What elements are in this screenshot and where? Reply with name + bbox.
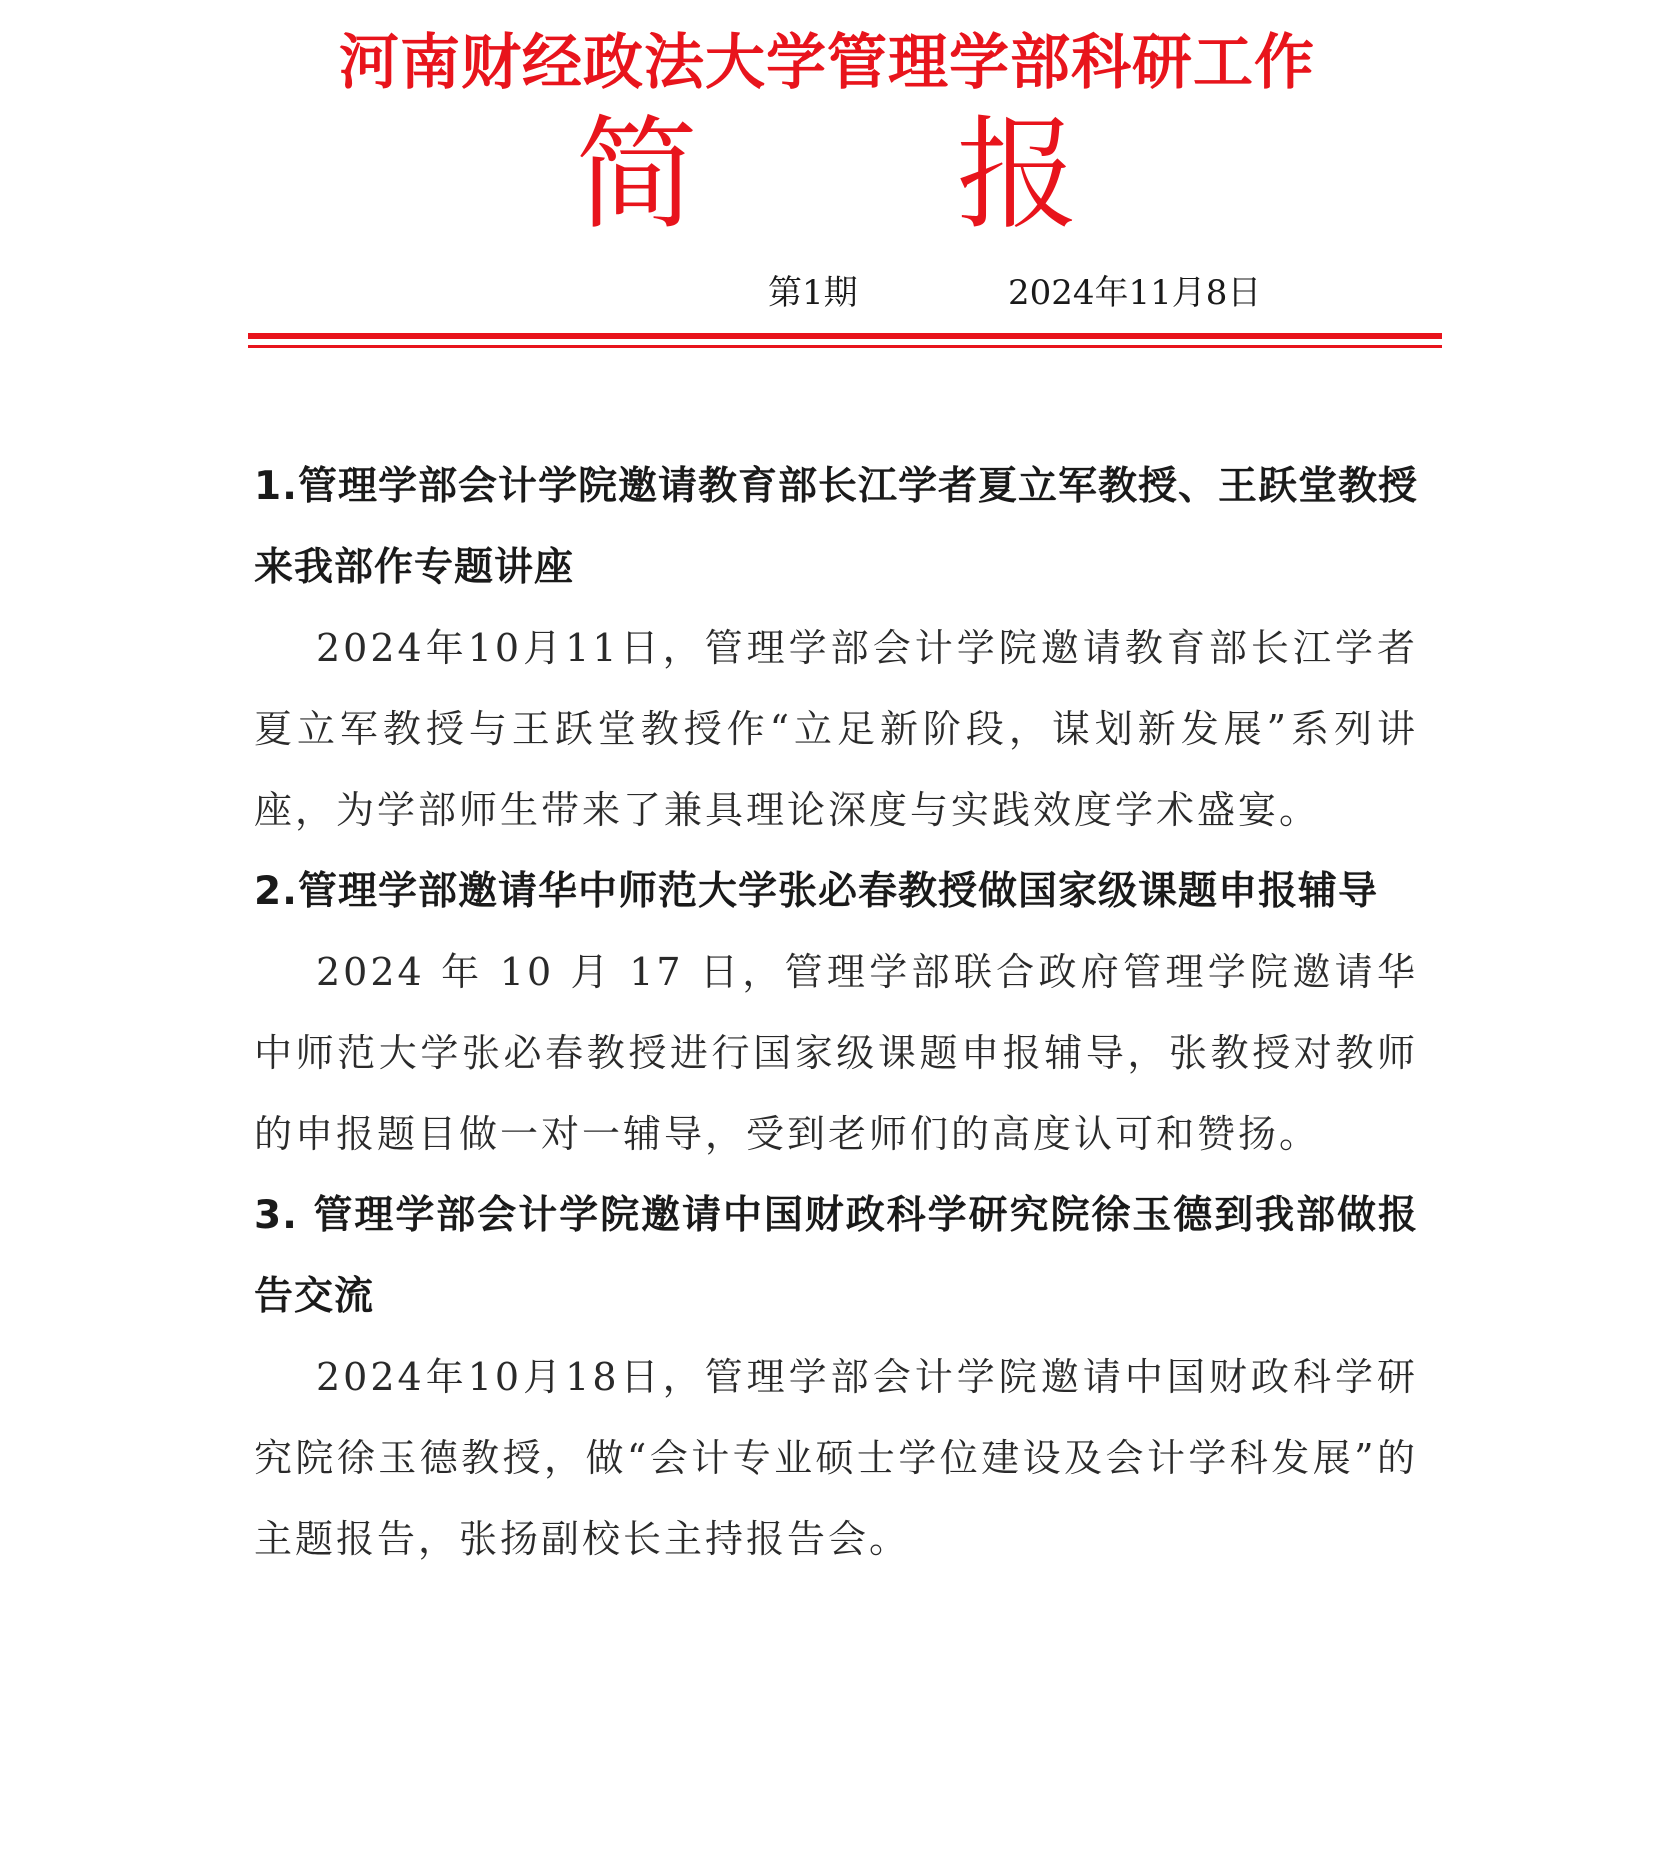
bulletin-title: 简 报: [575, 104, 1189, 246]
org-title: 河南财经政法大学管理学部科研工作: [339, 28, 1315, 98]
news-item-heading: 1.管理学部会计学院邀请教育部长江学者夏立军教授、王跃堂教授来我部作专题讲座: [254, 464, 1418, 590]
news-item: [254, 851, 1418, 1175]
news-item-body: 2024年10月11日，管理学部会计学院邀请教育部长江学者夏立军教授与王跃堂教授作“立足新阶段，谋划新发展”系列讲座，为学部师生带来了兼具理论深度与实践效度学术盛宴。: [254, 626, 1418, 832]
news-item-body: 2024 年 10 月 17 日，管理学部联合政府管理学院邀请华中师范大学张必春教授进行国家级课题申报辅导，张教授对教师的申报题目做一对一辅导，受到老师们的高度认可和赞扬。: [254, 950, 1418, 1156]
bulletin-content: [254, 446, 1418, 1580]
news-item-heading: 2.管理学部邀请华中师范大学张必春教授做国家级课题申报辅导: [254, 869, 1378, 914]
news-item-heading: 3. 管理学部会计学院邀请中国财政科学研究院徐玉德到我部做报告交流: [254, 1193, 1418, 1319]
header-rule-thick: [248, 333, 1442, 339]
news-item: [254, 1175, 1418, 1580]
news-item-body: 2024年10月18日，管理学部会计学院邀请中国财政科学研究院徐玉德教授，做“会计专业硕士学位建设及会计学科发展”的主题报告，张扬副校长主持报告会。: [254, 1355, 1418, 1561]
news-item: [254, 446, 1418, 851]
header-rule-thin: [248, 345, 1442, 348]
issue-date: 2024年11月8日: [1008, 273, 1262, 313]
issue-number: 第1期: [768, 273, 858, 313]
